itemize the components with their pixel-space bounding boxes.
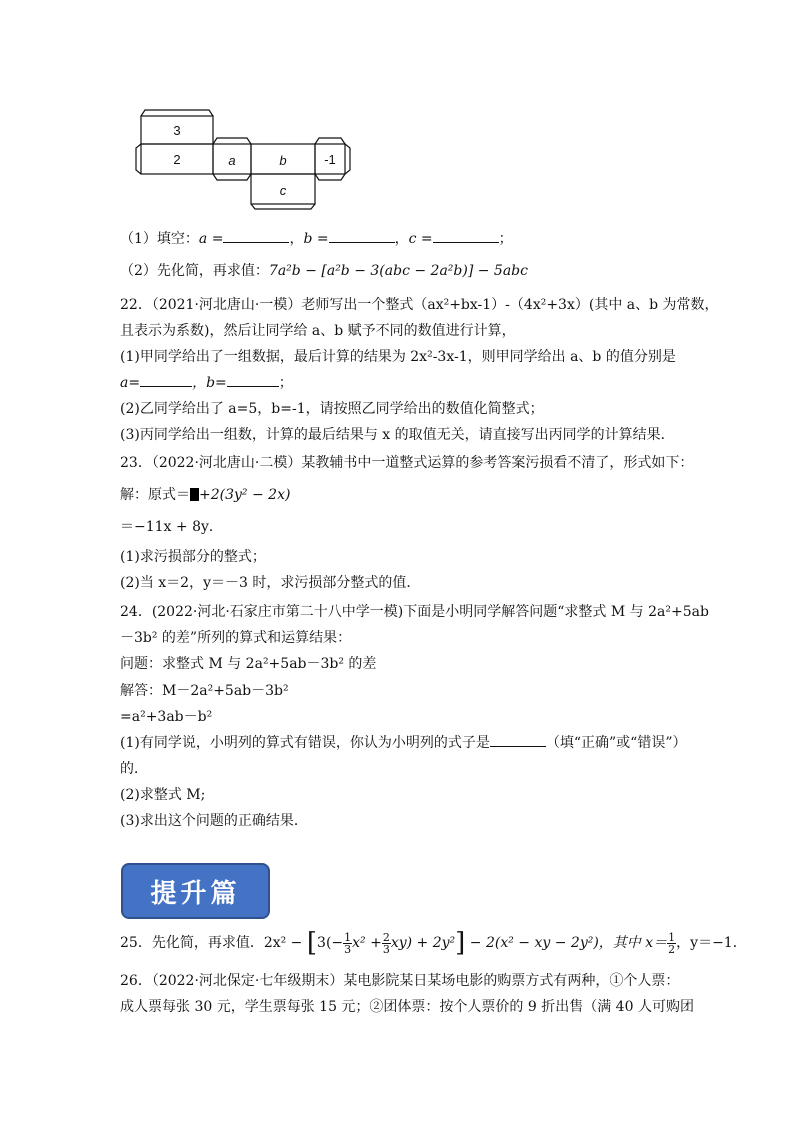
q26-line2: 成人票每张 30 元，学生票每张 15 元；②团体票：按个人票价的 9 折出售（满 40 人可购团 <box>120 999 694 1015</box>
answer-blank-q24[interactable] <box>490 732 546 747</box>
q24-line9: (3)求出这个问题的正确结果． <box>120 813 308 829</box>
net-label-a: a <box>228 153 236 168</box>
smudged-box <box>190 488 199 501</box>
q22-line6: (3)丙同学给出一组数，计算的最后结果与 x 的取值无关，请直接写出丙同学的计算结果． <box>120 427 675 443</box>
q24-line7: 的． <box>120 761 148 777</box>
q22-line3: (1)甲同学给出了一组数据，最后计算的结果为 2x²-3x-1，则甲同学给出 a、b 的值分别是 <box>120 349 676 365</box>
q23-line5: (2)当 x＝2，y＝－3 时，求污损部分整式的值． <box>120 575 421 591</box>
net-label-c: c <box>279 183 287 198</box>
q24-line4: 解答：M－2a²+5ab－3b² <box>120 683 289 699</box>
answer-blank-q22-b[interactable] <box>227 372 279 387</box>
answer-blank-b[interactable] <box>329 228 395 243</box>
q23-line1: 23．（2022·河北唐山·二模）某教辅书中一道整式运算的参考答案污损看不清了，形式如下： <box>120 455 694 471</box>
fraction-2-3: $\frac{2}{3}$ <box>382 930 390 956</box>
fraction-1-2: $\frac{1}{2}$ <box>668 930 676 956</box>
answer-blank-q22-a[interactable] <box>140 372 192 387</box>
q24-line8: (2)求整式 M; <box>120 787 206 803</box>
q25-line: 25．先化简，再求值．2x² − [3(− $\frac{1}{3}$ x² + $\frac{2}{3}$ xy) + 2y²] − 2(x² − xy − 2y²)，其中 x＝ $\frac{1}{2}$ ，y＝−1． <box>120 928 747 958</box>
q24-line1: 24．(2022·河北·石家庄市第二十八中学一模)下面是小明同学解答问题“求整式 M 与 2a²+5ab <box>120 604 709 620</box>
q21-part1: （1）填空：a = ，b = ，c = ； <box>120 228 513 250</box>
q23-line4: (1)求污损部分的整式； <box>120 549 266 565</box>
cube-net-diagram <box>132 106 352 210</box>
q22-line1: 22．（2021·河北唐山·一模）老师写出一个整式（ax²+bx-1）-（4x²+3x）(其中 a、b 为常数， <box>120 297 719 313</box>
q26-line1: 26．（2022·河北保定·七年级期末）某电影院某日某场电影的购票方式有两种，①个人票： <box>120 973 680 989</box>
fraction-1-3: $\frac{1}{3}$ <box>344 930 352 956</box>
q23-line2: 解：原式＝ +2(3y² − 2x) <box>120 487 291 503</box>
net-label-neg1: -1 <box>324 152 336 167</box>
q24-line2: －3b² 的差”所列的算式和运算结果： <box>120 630 352 646</box>
q22-line2: 且表示为系数)，然后让同学给 a、b 赋予不同的数值进行计算， <box>120 323 516 339</box>
q24-line3: 问题：求整式 M 与 2a²+5ab－3b² 的差 <box>120 656 377 672</box>
q24-line5: =a²+3ab－b² <box>120 709 213 725</box>
section-badge: 提升篇 <box>121 863 270 919</box>
answer-blank-a[interactable] <box>223 228 289 243</box>
q22-line5: (2)乙同学给出了 a=5，b=-1，请按照乙同学给出的数值化简整式； <box>120 401 544 417</box>
net-label-b: b <box>279 153 287 168</box>
q24-line6: (1)有同学说，小明列的算式有错误，你认为小明列的式子是 （填“正确”或“错误”） <box>120 732 686 754</box>
answer-blank-c[interactable] <box>433 228 499 243</box>
net-label-2: 2 <box>173 152 181 167</box>
q21-part2: （2）先化简，再求值：7a²b − [a²b − 3(abc − 2a²b)] − 5abc <box>120 263 528 279</box>
net-label-top: 3 <box>173 123 181 138</box>
q23-line3: ＝−11x + 8y． <box>120 519 223 535</box>
q22-line4: a= ，b= ； <box>120 372 293 394</box>
